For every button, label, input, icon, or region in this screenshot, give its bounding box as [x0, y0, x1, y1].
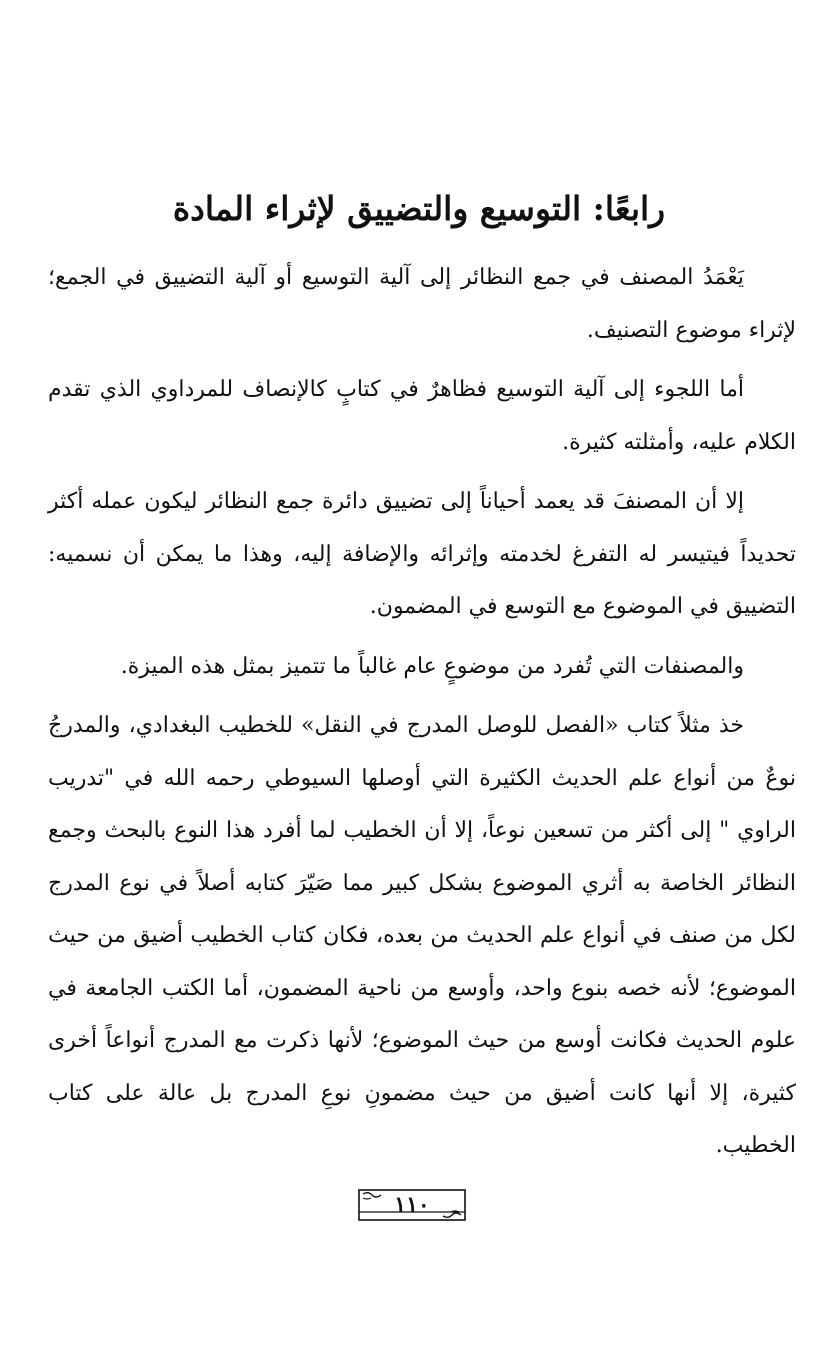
paragraph: إلا أن المصنفَ قد يعمد أحياناً إلى تضييق دائرة جمع النظائر ليكون عمله أكثر تحديداً فيتيسر له التفرغ لخدمته وإثرائه والإضافة إليه، وهذا ما يمكن أن نسميه: التضييق في الموضوع مع التوسع في المضمون.	[48, 489, 796, 619]
section-heading: رابعًا: التوسيع والتضييق لإثراء المادة	[172, 189, 666, 229]
paragraph: والمصنفات التي تُفرد من موضوعٍ عام غالباً ما تتميز بمثل هذه الميزة.	[120, 653, 744, 679]
paragraph: يَعْمَدُ المصنف في جمع النظائر إلى آلية التوسيع أو آلية التضييق في الجمع؛ لإثراء موضوع التصنيف.	[48, 265, 796, 343]
page-number: ١١٠	[394, 1192, 430, 1218]
paragraph: أما اللجوء إلى آلية التوسيع فظاهرٌ في كتابٍ كالإنصاف للمرداوي الذي تقدم الكلام عليه، وأمثلته كثيرة.	[48, 377, 796, 455]
body-text	[48, 252, 796, 1173]
paragraph: خذ مثلاً كتاب «الفصل للوصل المدرج في النقل» للخطيب البغدادي، والمدرجُ نوعٌ من أنواع علم الحديث الكثيرة التي أوصلها السيوطي رحمه الله في "تدريب الراوي " إلى أكثر من تسعين نوعاً، إلا أن الخطيب لما أفرد هذا النوع بالبحث وجمع النظائر الخاصة به أثري الموضوع بشكل كبير مما صَيّرَ كتابه أصلاً في نوع المدرج لكل من صنف في أنواع علم الحديث من بعده، فكان كتاب الخطيب أضيق من حيث الموضوع؛ لأنه خصه بنوع واحد، وأوسع من ناحية المضمون، أما الكتب الجامعة في علوم الحديث فكانت أوسع من حيث الموضوع؛ لأنها ذكرت مع المدرج أنواعاً أخرى كثيرة، إلا أنها كانت أضيق من حيث مضمونِ نوعِ المدرج بل عالة على كتاب الخطيب.	[48, 713, 796, 1158]
page-number-frame	[357, 1188, 467, 1222]
